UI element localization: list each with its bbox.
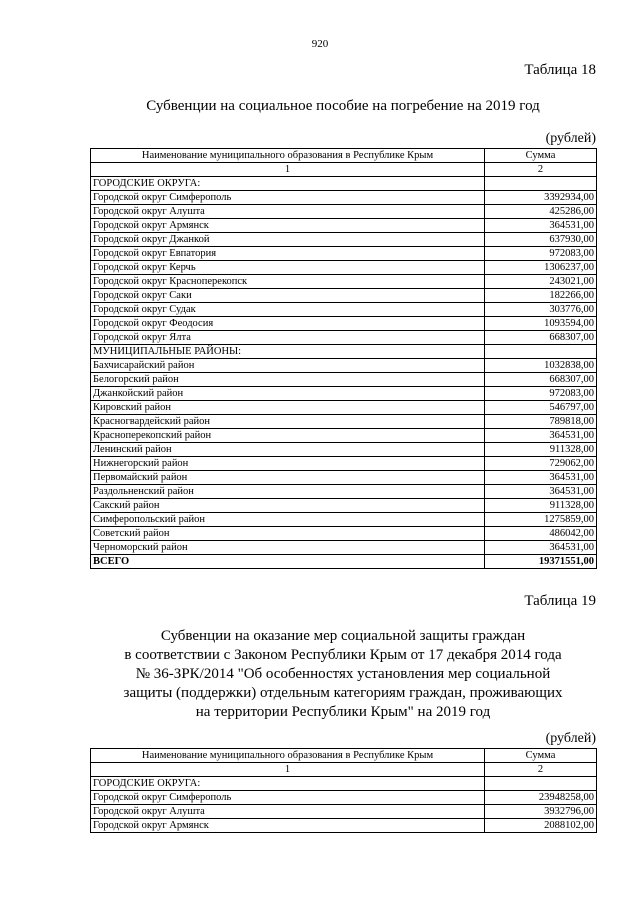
row-amount: 1275859,00 xyxy=(485,513,597,527)
row-name: Городской округ Евпатория xyxy=(91,247,485,261)
table-row xyxy=(91,219,597,233)
row-name: МУНИЦИПАЛЬНЫЕ РАЙОНЫ: xyxy=(91,345,485,359)
row-amount: 364531,00 xyxy=(485,485,597,499)
title-line: в соответствии с Законом Республики Крым от 17 декабря 2014 года xyxy=(124,647,562,663)
table-row xyxy=(91,191,597,205)
row-amount: 364531,00 xyxy=(485,219,597,233)
table-header-row xyxy=(91,749,597,763)
row-amount: 789818,00 xyxy=(485,415,597,429)
row-amount: 3392934,00 xyxy=(485,191,597,205)
table-row xyxy=(91,401,597,415)
column-header-amount: Сумма xyxy=(485,149,597,163)
row-name: Бахчисарайский район xyxy=(91,359,485,373)
row-amount xyxy=(485,177,597,191)
row-amount: 668307,00 xyxy=(485,331,597,345)
table-row xyxy=(91,485,597,499)
table-19-label: Таблица 19 xyxy=(524,593,596,609)
table-row xyxy=(91,777,597,791)
row-name: Кировский район xyxy=(91,401,485,415)
row-amount: 425286,00 xyxy=(485,205,597,219)
row-amount: 668307,00 xyxy=(485,373,597,387)
table-19-title xyxy=(90,627,596,722)
table-row xyxy=(91,527,597,541)
column-number: 2 xyxy=(485,163,597,177)
table-row xyxy=(91,317,597,331)
table-18-label: Таблица 18 xyxy=(524,62,596,78)
row-amount: 364531,00 xyxy=(485,541,597,555)
table-row xyxy=(91,457,597,471)
row-name: Городской округ Саки xyxy=(91,289,485,303)
row-name: Черноморский район xyxy=(91,541,485,555)
title-line: Субвенции на оказание мер социальной защиты граждан xyxy=(160,628,526,644)
table-row xyxy=(91,261,597,275)
table-row xyxy=(91,429,597,443)
table-19 xyxy=(90,748,597,833)
row-name: Городской округ Алушта xyxy=(91,805,485,819)
table-18-units: (рублей) xyxy=(545,131,596,146)
table-row xyxy=(91,177,597,191)
row-name: Городской округ Феодосия xyxy=(91,317,485,331)
row-name: Советский район xyxy=(91,527,485,541)
table-row xyxy=(91,205,597,219)
row-name: Городской округ Симферополь xyxy=(91,191,485,205)
row-name: ГОРОДСКИЕ ОКРУГА: xyxy=(91,177,485,191)
table-row xyxy=(91,331,597,345)
table-row xyxy=(91,359,597,373)
title-line: защиты (поддержки) отдельным категориям граждан, проживающих xyxy=(123,685,563,701)
row-name: Городской округ Алушта xyxy=(91,205,485,219)
row-amount: 243021,00 xyxy=(485,275,597,289)
row-name: Джанкойский район xyxy=(91,387,485,401)
row-amount: 1093594,00 xyxy=(485,317,597,331)
row-amount: 972083,00 xyxy=(485,387,597,401)
table-row xyxy=(91,387,597,401)
row-amount: 546797,00 xyxy=(485,401,597,415)
row-name: Городской округ Ялта xyxy=(91,331,485,345)
row-amount: 637930,00 xyxy=(485,233,597,247)
page-number: 920 xyxy=(311,38,329,50)
row-name: Белогорский район xyxy=(91,373,485,387)
table-row xyxy=(91,513,597,527)
row-name: ГОРОДСКИЕ ОКРУГА: xyxy=(91,777,485,791)
row-name: Городской округ Джанкой xyxy=(91,233,485,247)
row-amount: 972083,00 xyxy=(485,247,597,261)
row-amount: 364531,00 xyxy=(485,429,597,443)
row-amount: 911328,00 xyxy=(485,443,597,457)
table-row xyxy=(91,499,597,513)
row-name: Красноперекопский район xyxy=(91,429,485,443)
table-row xyxy=(91,541,597,555)
title-line: № 36-ЗРК/2014 "Об особенностях установления мер социальной xyxy=(135,666,551,682)
row-name: Городской округ Судак xyxy=(91,303,485,317)
table-row xyxy=(91,415,597,429)
total-row xyxy=(91,555,597,569)
table-row xyxy=(91,791,597,805)
row-name: Городской округ Армянск xyxy=(91,819,485,833)
column-header-name: Наименование муниципального образования в Республике Крым xyxy=(91,749,485,763)
row-amount: 911328,00 xyxy=(485,499,597,513)
row-name: Первомайский район xyxy=(91,471,485,485)
column-header-amount: Сумма xyxy=(485,749,597,763)
row-amount: 1306237,00 xyxy=(485,261,597,275)
table-19-units: (рублей) xyxy=(545,731,596,746)
row-name: Красногвардейский район xyxy=(91,415,485,429)
column-number-row xyxy=(91,163,597,177)
row-name: Городской округ Армянск xyxy=(91,219,485,233)
row-amount xyxy=(485,345,597,359)
column-number: 1 xyxy=(91,163,485,177)
row-amount: 486042,00 xyxy=(485,527,597,541)
row-amount: 182266,00 xyxy=(485,289,597,303)
row-name: Симферопольский район xyxy=(91,513,485,527)
column-number: 1 xyxy=(91,763,485,777)
title-line: на территории Республики Крым" на 2019 год xyxy=(195,704,491,720)
table-18-body xyxy=(91,177,597,555)
table-row xyxy=(91,303,597,317)
table-19-body xyxy=(91,777,597,833)
table-18-title: Субвенции на социальное пособие на погребение на 2019 год xyxy=(146,98,540,114)
table-row xyxy=(91,289,597,303)
row-name: Городской округ Симферополь xyxy=(91,791,485,805)
table-row xyxy=(91,275,597,289)
total-amount: 19371551,00 xyxy=(485,555,597,569)
row-amount: 364531,00 xyxy=(485,471,597,485)
table-row xyxy=(91,247,597,261)
row-name: Раздольненский район xyxy=(91,485,485,499)
column-header-name: Наименование муниципального образования в Республике Крым xyxy=(91,149,485,163)
row-name: Городской округ Керчь xyxy=(91,261,485,275)
table-header-row xyxy=(91,149,597,163)
row-amount: 303776,00 xyxy=(485,303,597,317)
total-label: ВСЕГО xyxy=(91,555,485,569)
table-row xyxy=(91,805,597,819)
table-row xyxy=(91,819,597,833)
table-18 xyxy=(90,148,597,569)
row-name: Городской округ Красноперекопск xyxy=(91,275,485,289)
row-amount: 1032838,00 xyxy=(485,359,597,373)
row-name: Нижнегорский район xyxy=(91,457,485,471)
row-amount: 3932796,00 xyxy=(485,805,597,819)
row-amount: 23948258,00 xyxy=(485,791,597,805)
column-number-row xyxy=(91,763,597,777)
row-name: Ленинский район xyxy=(91,443,485,457)
row-name: Сакский район xyxy=(91,499,485,513)
column-number: 2 xyxy=(485,763,597,777)
table-row xyxy=(91,443,597,457)
table-row xyxy=(91,345,597,359)
table-row xyxy=(91,471,597,485)
table-row xyxy=(91,373,597,387)
row-amount: 729062,00 xyxy=(485,457,597,471)
row-amount: 2088102,00 xyxy=(485,819,597,833)
row-amount xyxy=(485,777,597,791)
table-row xyxy=(91,233,597,247)
